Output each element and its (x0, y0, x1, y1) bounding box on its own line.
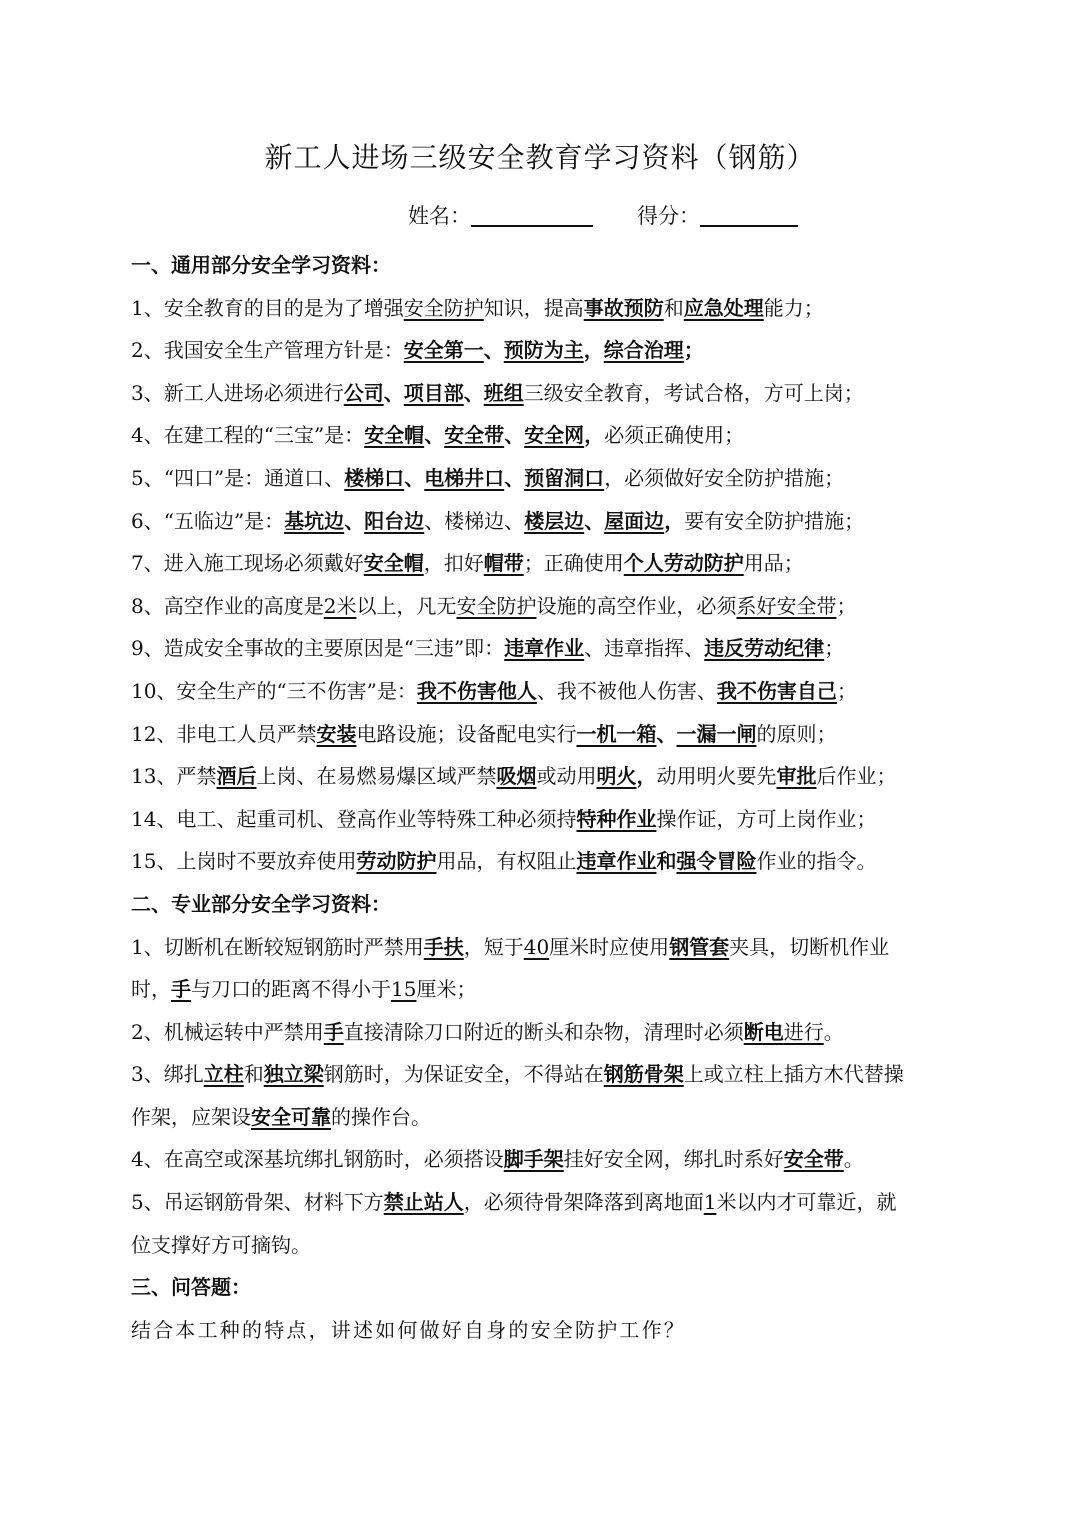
text-run: 操作证，方可上岗作业； (656, 806, 877, 831)
professional-item (131, 1011, 971, 1054)
text-run: 和 (663, 295, 684, 320)
underlined-keyword: 脚手架 (503, 1147, 564, 1172)
text-run: 能力； (763, 295, 824, 320)
text-run: 7、进入施工现场必须戴好 (131, 551, 364, 576)
underlined-keyword: 电梯井口 (424, 465, 505, 490)
general-item (131, 840, 971, 883)
general-item (131, 713, 971, 756)
underlined-keyword: 酒后 (216, 764, 257, 789)
general-item (131, 329, 971, 372)
text-run: 或动用 (536, 764, 597, 789)
text-run: 8、高空作业的高度是 (131, 593, 324, 618)
text-run: ，必须待骨架降落到离地面 (463, 1190, 704, 1215)
text-run: 、违章指挥、 (584, 636, 705, 661)
text-run: 、 (424, 423, 445, 448)
text-run: ， (664, 508, 685, 533)
text-run: 3、绑扎 (131, 1062, 204, 1087)
underlined-keyword: 我不伤害自己 (716, 678, 837, 703)
text-run: 4、在建工程的“三宝”是： (131, 423, 365, 448)
professional-item (131, 926, 971, 969)
text-run: 电路设施；设备配电实行 (356, 721, 577, 746)
underlined-keyword: 楼层边 (524, 508, 585, 533)
text-run: ，短于 (463, 934, 524, 959)
underlined-keyword: 违反劳动纪律 (704, 636, 825, 661)
text-run: 必须正确使用； (604, 423, 745, 448)
text-run: 厘米时应使用 (549, 934, 670, 959)
text-run: 1、安全教育的目的是为了增强 (131, 295, 404, 320)
text-run: 的操作台。 (331, 1104, 431, 1129)
name-label: 姓名： (408, 204, 471, 228)
underlined-keyword: 进行 (783, 1019, 824, 1044)
underlined-keyword: 项目部 (403, 380, 464, 405)
underlined-keyword: 预留洞口 (524, 465, 605, 490)
professional-item (131, 968, 971, 1011)
general-item (131, 500, 971, 543)
underlined-keyword: 安全第一 (403, 338, 484, 363)
general-item (131, 414, 971, 457)
text-run: ， (636, 764, 657, 789)
text-run: 直接清除刀口附近的断头和杂物，清理时必须 (343, 1019, 744, 1044)
text-run: 厘米； (416, 977, 477, 1002)
underlined-keyword: 1 (703, 1190, 717, 1215)
underlined-keyword: 安全防护 (456, 593, 537, 618)
text-run: 的原则； (756, 721, 837, 746)
document-title: 新工人进场三级安全教育学习资料（钢筋） (264, 141, 816, 174)
underlined-keyword: 审批 (776, 764, 817, 789)
text-run: ； (836, 678, 857, 703)
name-score-row (408, 198, 798, 234)
text-run: 动用明火要先 (656, 764, 777, 789)
underlined-keyword: 一机一箱 (576, 721, 657, 746)
text-run: 作架，应架设 (131, 1104, 251, 1129)
professional-item (131, 1181, 971, 1224)
general-item (131, 287, 971, 330)
general-item (131, 670, 971, 713)
underlined-keyword: 断电 (743, 1019, 784, 1044)
professional-item (131, 1138, 971, 1181)
text-run: 上或立柱上插方木代替操 (683, 1062, 904, 1087)
underlined-keyword: 个人劳动防护 (623, 551, 744, 576)
underlined-keyword: 应急处理 (683, 295, 764, 320)
text-run: 2、我国安全生产管理方针是： (131, 338, 404, 363)
underlined-keyword: 安全帽 (363, 551, 424, 576)
text-run: 、 (344, 508, 365, 533)
text-run: 13、严禁 (131, 764, 217, 789)
text-run: 位支撑好方可摘钩。 (131, 1232, 311, 1257)
document-body (131, 244, 971, 1351)
underlined-keyword: 楼梯口 (344, 465, 405, 490)
name-blank[interactable] (471, 199, 593, 227)
text-run: 米以内才可靠近，就 (716, 1190, 897, 1215)
general-item (131, 627, 971, 670)
underlined-keyword: 帽带 (483, 551, 524, 576)
score-blank[interactable] (700, 199, 798, 227)
text-run: 2、机械运转中严禁用 (131, 1019, 324, 1044)
text-run: ，必须做好安全防护措施； (604, 465, 845, 490)
professional-items-list (131, 926, 971, 1267)
underlined-keyword: 2米 (323, 593, 357, 618)
underlined-keyword: 强令冒险 (676, 849, 757, 874)
underlined-keyword: 15 (391, 977, 417, 1002)
underlined-keyword: 特种作业 (576, 806, 657, 831)
text-run: 、 (504, 465, 525, 490)
score-label: 得分： (637, 204, 700, 228)
text-run: 后作业； (816, 764, 897, 789)
general-item (131, 542, 971, 585)
text-run: 、楼梯边、 (424, 508, 525, 533)
general-item (131, 457, 971, 500)
underlined-keyword: 独立梁 (263, 1062, 324, 1087)
general-item (131, 585, 971, 628)
text-run: 、 (383, 380, 404, 405)
underlined-keyword: 手扶 (423, 934, 464, 959)
underlined-keyword: 阳台边 (364, 508, 425, 533)
text-run: 三级安全教育，考试合格，方可上岗； (523, 380, 864, 405)
text-run: 用品； (743, 551, 804, 576)
text-run: 6、“五临边”是： (131, 508, 285, 533)
qa-question: 结合本工种的特点，讲述如何做好自身的安全防护工作？ (131, 1317, 686, 1342)
text-run: ； (683, 338, 704, 363)
underlined-keyword: 立柱 (203, 1062, 244, 1087)
text-run: 和 (243, 1062, 264, 1087)
text-run: 要有安全防护措施； (684, 508, 865, 533)
text-run: 钢筋时，为保证安全，不得站在 (323, 1062, 604, 1087)
underlined-keyword: 违章作业 (576, 849, 657, 874)
text-run: 、 (404, 465, 425, 490)
underlined-keyword: 系好安全带 (736, 593, 837, 618)
underlined-keyword: 安全帽 (364, 423, 425, 448)
text-run: 上岗、在易燃易爆区域严禁 (256, 764, 497, 789)
underlined-keyword: 安全带 (444, 423, 505, 448)
underlined-keyword: 一漏一闸 (676, 721, 757, 746)
text-run: 挂好安全网，绑扎时系好 (563, 1147, 784, 1172)
underlined-keyword: 吸烟 (496, 764, 537, 789)
text-run: 夹具，切断机作业 (729, 934, 890, 959)
text-run: 以上，凡无 (356, 593, 457, 618)
text-run: ； (836, 593, 857, 618)
text-run: 时， (131, 977, 171, 1002)
underlined-keyword: 基坑边 (284, 508, 345, 533)
underlined-keyword: 安全防护 (403, 295, 484, 320)
text-run: 、 (504, 423, 525, 448)
underlined-keyword: 违章作业 (504, 636, 585, 661)
general-item (131, 372, 971, 415)
underlined-keyword: 40 (523, 934, 550, 959)
text-run: 知识，提高 (483, 295, 584, 320)
text-run: ；正确使用 (523, 551, 624, 576)
section-heading-professional: 二、专业部分安全学习资料： (131, 891, 391, 916)
text-run: 、我不被他人伤害、 (536, 678, 717, 703)
text-run: ，扣好 (423, 551, 484, 576)
text-run: 、 (584, 508, 605, 533)
underlined-keyword: 公司 (343, 380, 384, 405)
professional-item (131, 1096, 971, 1139)
text-run: 。 (823, 1019, 844, 1044)
underlined-keyword: 劳动防护 (356, 849, 437, 874)
underlined-keyword: 手 (323, 1019, 344, 1044)
text-run: 、 (483, 338, 504, 363)
underlined-keyword: 明火 (596, 764, 637, 789)
text-run: 15、上岗时不要放弃使用 (131, 849, 357, 874)
general-item (131, 798, 971, 841)
text-run: 、 (463, 380, 484, 405)
underlined-keyword: 禁止站人 (383, 1190, 464, 1215)
text-run: 10、安全生产的“三不伤害”是： (131, 678, 417, 703)
section-heading-qa: 三、问答题： (131, 1275, 251, 1300)
underlined-keyword: 钢管套 (669, 934, 730, 959)
general-items-list (131, 287, 971, 883)
underlined-keyword: 手 (171, 977, 191, 1002)
text-run: 5、“四口”是：通道口、 (131, 465, 345, 490)
text-run: 3、新工人进场必须进行 (131, 380, 344, 405)
underlined-keyword: 我不伤害他人 (416, 678, 537, 703)
text-run: 5、吊运钢筋骨架、材料下方 (131, 1190, 384, 1215)
underlined-keyword: 屋面边 (604, 508, 665, 533)
text-run: 、 (656, 721, 677, 746)
professional-item (131, 1224, 971, 1267)
text-run: 和 (656, 849, 677, 874)
text-run: 12、非电工人员严禁 (131, 721, 317, 746)
underlined-keyword: 安全网 (524, 423, 585, 448)
text-run: 。 (843, 1147, 864, 1172)
underlined-keyword: 钢筋骨架 (603, 1062, 684, 1087)
text-run: 9、造成安全事故的主要原因是“三违”即： (131, 636, 505, 661)
underlined-keyword: 事故预防 (583, 295, 664, 320)
underlined-keyword: 安装 (316, 721, 357, 746)
underlined-keyword: 安全可靠 (251, 1104, 331, 1129)
underlined-keyword: 预防为主 (503, 338, 584, 363)
text-run: 设施的高空作业，必须 (536, 593, 737, 618)
text-run: ， (584, 423, 605, 448)
text-run: 14、电工、起重司机、登高作业等特殊工种必须持 (131, 806, 577, 831)
text-run: 作业的指令。 (756, 849, 877, 874)
text-run: ； (824, 636, 845, 661)
underlined-keyword: 安全带 (783, 1147, 844, 1172)
professional-item (131, 1053, 971, 1096)
general-item (131, 755, 971, 798)
underlined-keyword: 综合治理 (603, 338, 684, 363)
text-run: 1、切断机在断较短钢筋时严禁用 (131, 934, 424, 959)
underlined-keyword: 班组 (483, 380, 524, 405)
text-run: 用品，有权阻止 (436, 849, 577, 874)
text-run: 与刀口的距离不得小于 (191, 977, 391, 1002)
text-run: ， (583, 338, 604, 363)
text-run: 4、在高空或深基坑绑扎钢筋时，必须搭设 (131, 1147, 504, 1172)
section-heading-general: 一、通用部分安全学习资料： (131, 253, 391, 277)
